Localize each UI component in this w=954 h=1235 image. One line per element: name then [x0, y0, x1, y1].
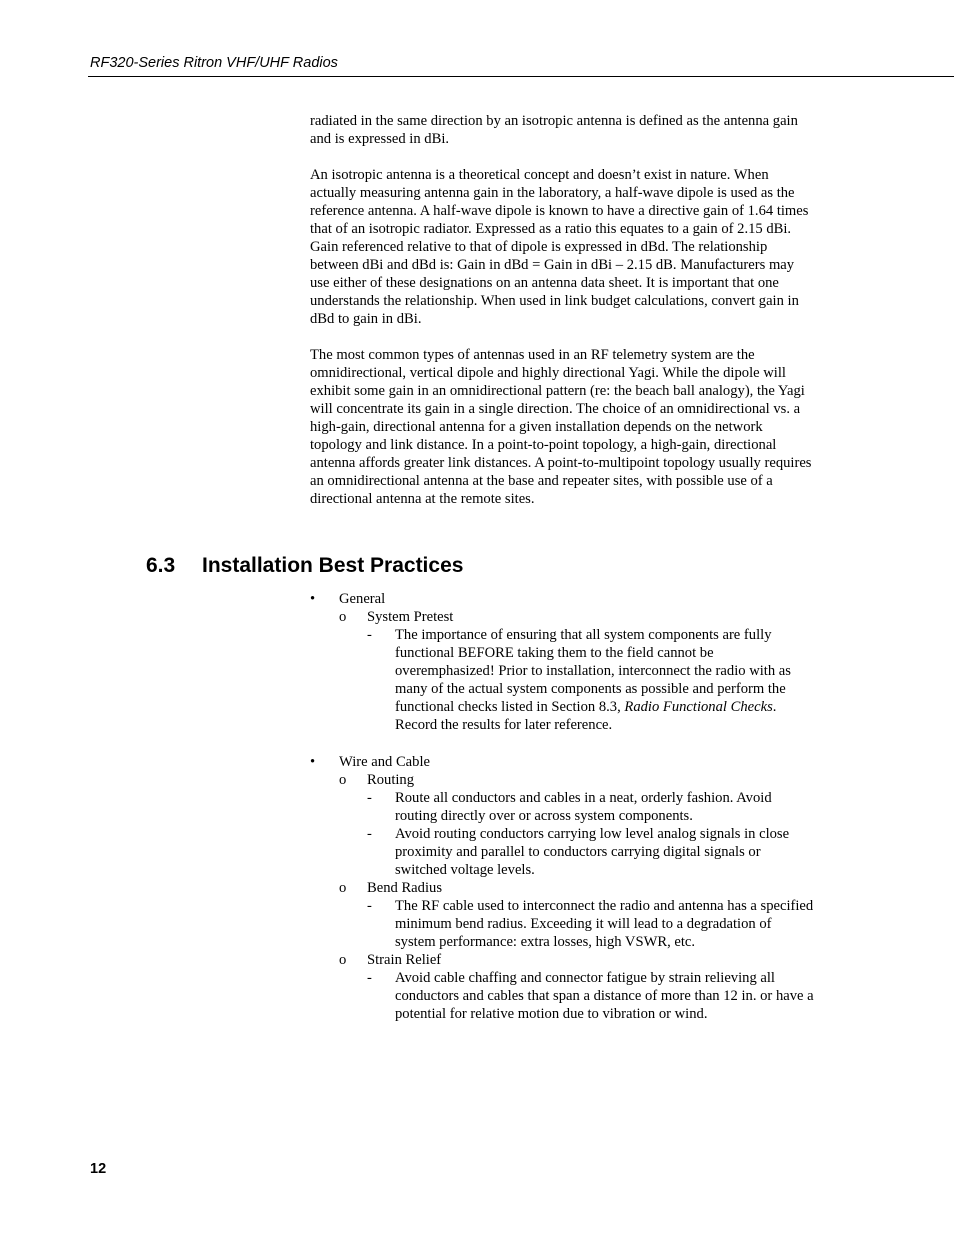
detail-text: Avoid cable chaffing and connector fatigue by strain relieving all conductors and cables that span a distance of more than 12 in. or have a potential for relative motion due to vibration or wind. — [395, 970, 814, 1022]
section-title: Installation Best Practices — [202, 554, 464, 577]
dash-marker: - — [367, 790, 372, 806]
dash-marker: - — [367, 627, 372, 643]
sublist-item-label: Strain Relief — [367, 952, 442, 968]
sublist-item-label: Bend Radius — [367, 880, 442, 896]
list-item-general — [310, 590, 815, 734]
page-number: 12 — [90, 1161, 107, 1177]
detail-item — [367, 626, 815, 734]
sub-marker: o — [339, 952, 347, 968]
paragraph: The most common types of antennas used in an RF telemetry system are the omnidirectional, vertical dipole and highly directional Yagi. While the dipole will exhibit some gain in an omnidirectional pattern (re: the beach ball analogy), the Yagi will concentrate its gain in a single direction. The choice of an omnidirectional vs. a high-gain, directional antenna for a given installation depends on the network topology and link distance. In a point-to-point topology, a high-gain, directional antenna affords greater link distances. A point-to-multipoint topology usually requires an omnidirectional antenna at the base and repeater sites, with possible use of a directional antenna at the remote sites. — [310, 347, 812, 507]
body-text — [310, 112, 815, 526]
section-heading — [146, 553, 463, 579]
detail-text: Route all conductors and cables in a neat, orderly fashion. Avoid routing directly over or across system components. — [395, 790, 772, 824]
detail-text: The RF cable used to interconnect the radio and antenna has a specified minimum bend radius. Exceeding it will lead to a degradation of system performance: extra losses, high VSWR, etc. — [395, 898, 814, 950]
sublist-item-routing — [339, 771, 815, 879]
sub-marker: o — [339, 609, 347, 625]
dash-marker: - — [367, 826, 372, 842]
detail-text: Avoid routing conductors carrying low level analog signals in close proximity and parallel to conductors carrying digital signals or switched voltage levels. — [395, 826, 790, 878]
detail-text-part: The importance of ensuring that all system components are fully functional BEFORE taking them to the field cannot be overemphasized! Prior to installation, interconnect the radio with as many of the actual system components as possible and perform the functional checks listed in Section 8.3, — [395, 627, 791, 715]
sublist-item-label: Routing — [367, 772, 415, 788]
header-rule — [88, 76, 954, 77]
sublist-item-strain-relief — [339, 951, 815, 1023]
list-item-label: General — [339, 591, 386, 607]
bullet-marker: • — [310, 591, 316, 607]
sublist-item-bend-radius — [339, 879, 815, 951]
bullet-marker: • — [310, 754, 316, 770]
sublist-item-system-pretest — [339, 608, 815, 734]
list-item-wire-and-cable — [310, 753, 815, 1023]
dash-marker: - — [367, 970, 372, 986]
section-number: 6.3 — [146, 554, 176, 577]
detail-text — [395, 626, 815, 734]
detail-item — [367, 969, 815, 1023]
sub-marker: o — [339, 880, 347, 896]
detail-item — [367, 825, 815, 879]
sublist-item-label: System Pretest — [367, 609, 454, 625]
detail-text-italic: Radio Functional Checks — [624, 699, 773, 715]
best-practices-list — [310, 590, 815, 1023]
detail-item — [367, 897, 815, 951]
dash-marker: - — [367, 898, 372, 914]
paragraph: radiated in the same direction by an isotropic antenna is defined as the antenna gain and is expressed in dBi. — [310, 113, 798, 147]
sub-marker: o — [339, 772, 347, 788]
running-header: RF320-Series Ritron VHF/UHF Radios — [90, 55, 338, 71]
list-item-label: Wire and Cable — [339, 754, 430, 770]
detail-item — [367, 789, 815, 825]
paragraph: An isotropic antenna is a theoretical concept and doesn’t exist in nature. When actually measuring antenna gain in the laboratory, a half-wave dipole is used as the reference antenna. A half-wave dipole is known to have a directive gain of 1.64 times that of an isotropic radiator. Expressed as a ratio this equates to a gain of 2.15 dBi. Gain referenced relative to that of dipole is expressed in dBd. The relationship between dBi and dBd is: Gain in dBd = Gain in dBi – 2.15 dB. Manufacturers may use either of these designations on an antenna data sheet. It is important that one understands the relationship. When used in link budget calculations, convert gain in dBd to gain in dBi. — [310, 167, 809, 327]
detail-text-part: . Record the results for later reference. — [395, 699, 777, 733]
